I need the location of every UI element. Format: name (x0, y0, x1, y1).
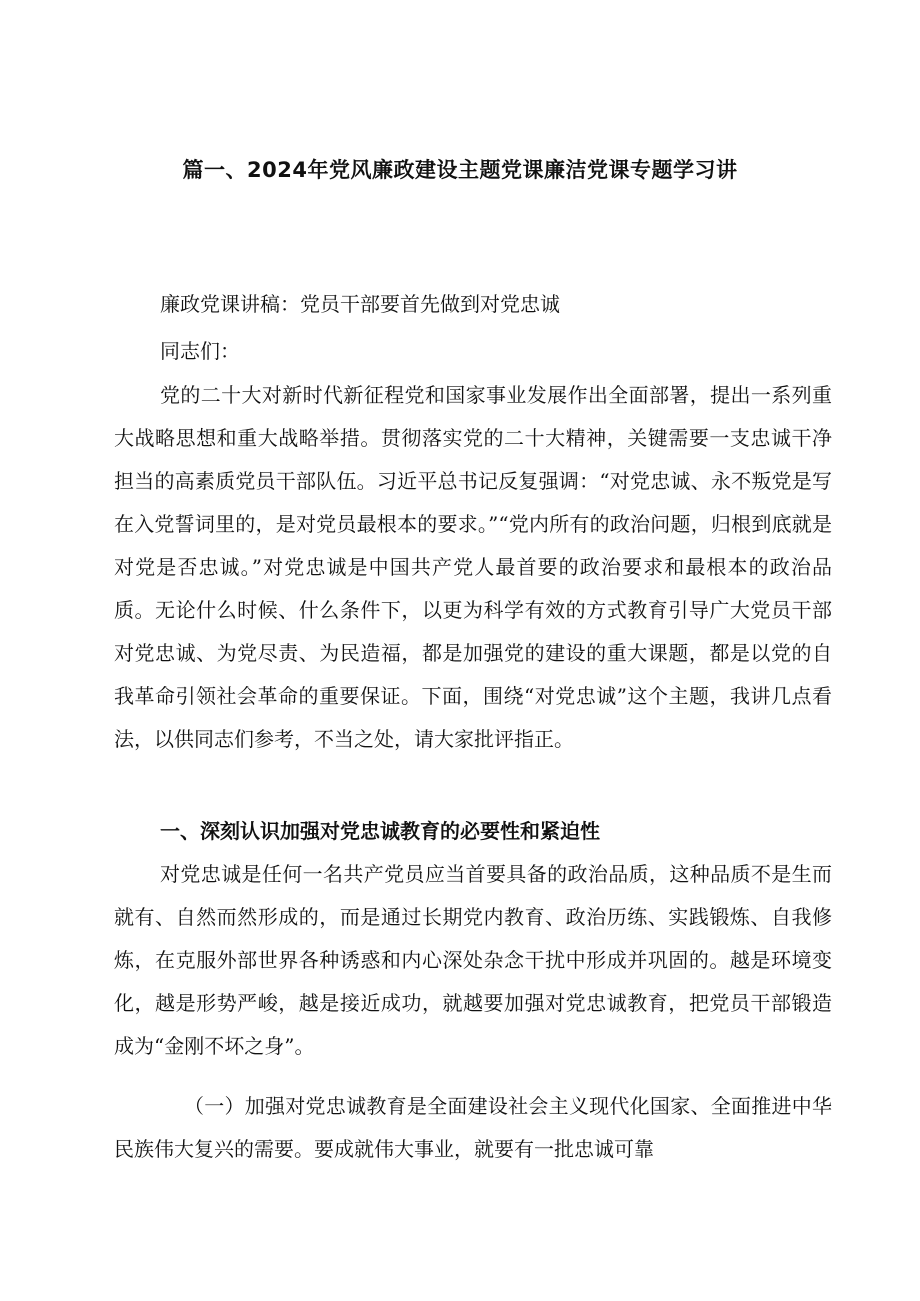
subsection-1-paragraph: （一）加强对党忠诚教育是全面建设社会主义现代化国家、全面推进中华民族伟大复兴的需要。要成就伟大事业，就要有一批忠诚可靠 (114, 1094, 832, 1161)
greeting-line: 同志们： (160, 339, 240, 363)
section-1-paragraph: 对党忠诚是任何一名共产党员应当首要具备的政治品质，这种品质不是生而就有、自然而然形成的，而是通过长期党内教育、政治历练、实践锻炼、自我修炼，在克服外部世界各种诱惑和内心深处杂念干扰中形成并巩固的。越是环境变化，越是形势严峻，越是接近成功，就越要加强对党忠诚教育，把党员干部锻造成为“金刚不坏之身”。 (114, 862, 832, 1058)
intro-paragraph: 党的二十大对新时代新征程党和国家事业发展作出全面部署，提出一系列重大战略思想和重大战略举措。贯彻落实党的二十大精神，关键需要一支忠诚干净担当的高素质党员干部队伍。习近平总书记反复强调：“对党忠诚、永不叛党是写在入党誓词里的，是对党员最根本的要求。”“党内所有的政治问题，归根到底就是对党是否忠诚。”对党忠诚是中国共产党人最首要的政治要求和最根本的政治品质。无论什么时候、什么条件下，以更为科学有效的方式教育引导广大党员干部对党忠诚、为党尽责、为民造福，都是加强党的建设的重大课题，都是以党的自我革命引领社会革命的重要保证。下面，围绕“对党忠诚”这个主题，我讲几点看法，以供同志们参考，不当之处，请大家批评指正。 (114, 383, 832, 751)
section-heading-1: 一、深刻认识加强对党忠诚教育的必要性和紧迫性 (160, 819, 600, 843)
document-title: 篇一、2024年党风廉政建设主题党课廉洁党课专题学习讲 (182, 158, 738, 182)
document-subtitle: 廉政党课讲稿：党员干部要首先做到对党忠诚 (160, 292, 560, 316)
